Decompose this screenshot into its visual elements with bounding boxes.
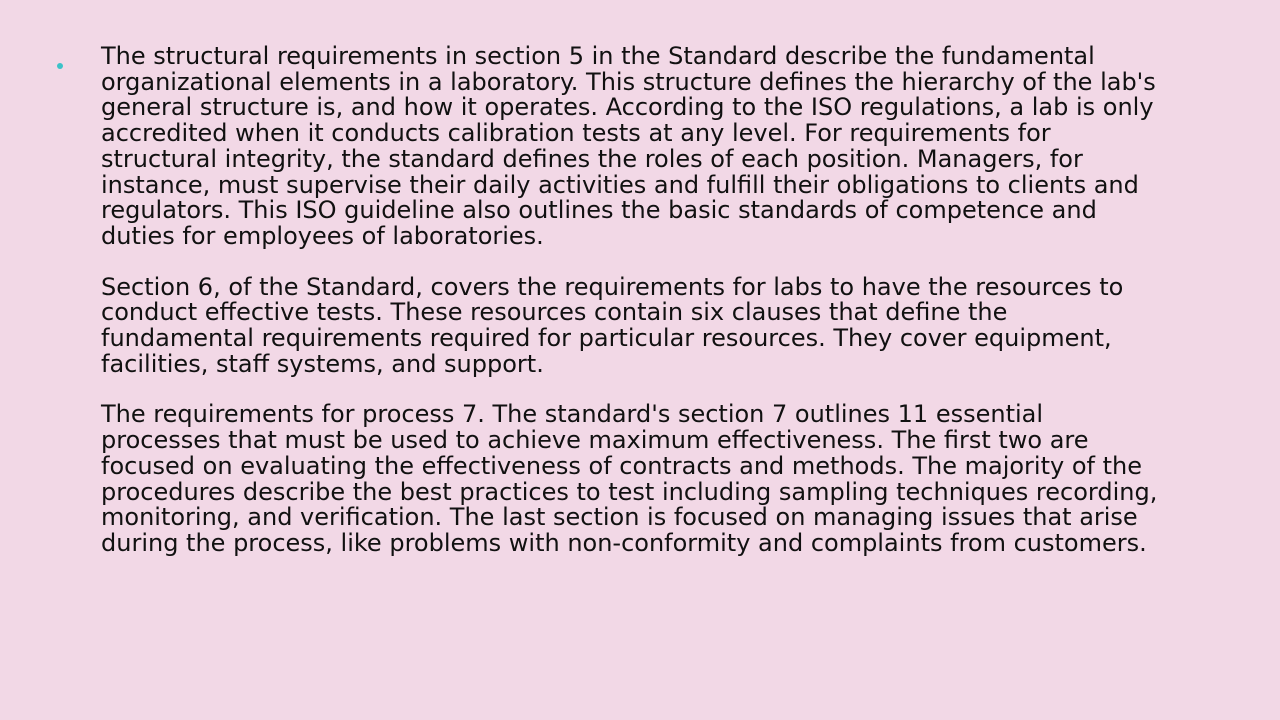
bullet-dot-icon	[57, 63, 63, 69]
paragraph-section-6: Section 6, of the Standard, covers the requirements for labs to have the resources to conduct effective tests. These resources contain six clauses that define the fundamental requirements required for particular resources. They cover equipment, facilities, staff systems, and support.	[101, 272, 1124, 378]
paragraph-section-5: The structural requirements in section 5 in the Standard describe the fundamental organizational elements in a laboratory. This structure defines the hierarchy of the lab's general structure is, and how it operates. According to the ISO regulations, a lab is only accredited when it conducts calibration tests at any level. For requirements for structural integrity, the standard defines the roles of each position. Managers, for instance, must supervise their daily activities and fulfill their obligations to clients and regulators. This ISO guideline also outlines the basic standards of competence and duties for employees of laboratories.	[101, 42, 1156, 250]
paragraph-section-7: The requirements for process 7. The standard's section 7 outlines 11 essential processes that must be used to achieve maximum effectiveness. The first two are focused on evaluating the effectiveness of contracts and methods. The majority of the procedures describe the best practices to test including sampling techniques recording, monitoring, and verification. The last section is focused on managing issues that arise during the process, like problems with non-conformity and complaints from customers.	[101, 400, 1158, 557]
slide-body	[101, 44, 1161, 582]
